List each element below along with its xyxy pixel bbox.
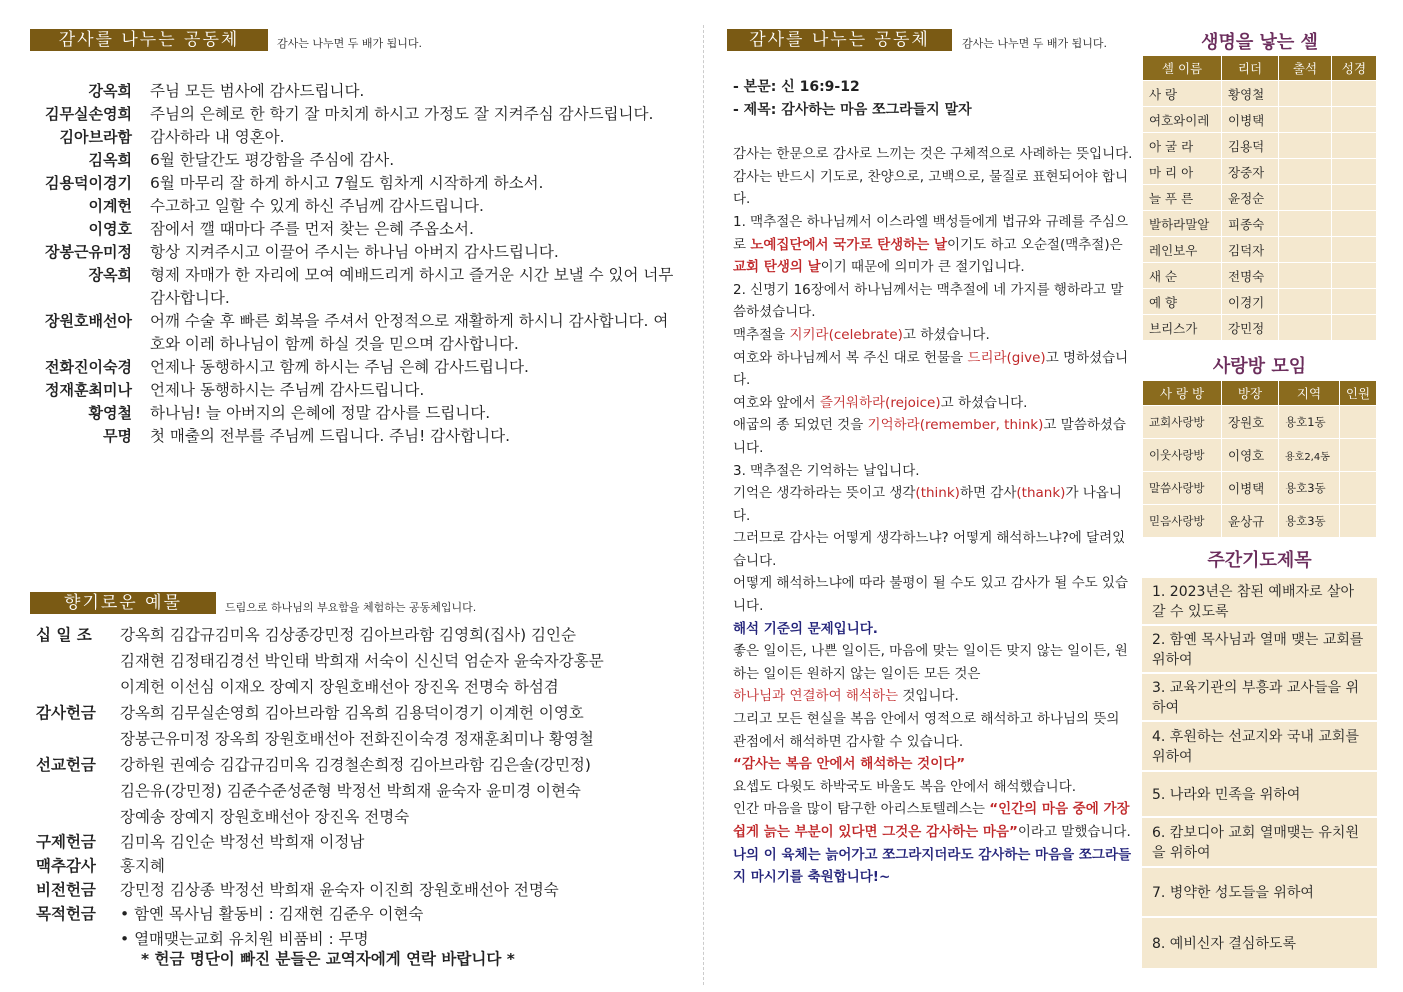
cell-attendance bbox=[1279, 289, 1332, 315]
table-row bbox=[1143, 237, 1377, 263]
offering-names: • 함옌 목사님 활동비 : 김재현 김준우 이현숙 bbox=[120, 905, 424, 923]
table-row bbox=[1143, 185, 1377, 211]
cell-leader: 전명숙 bbox=[1222, 263, 1279, 289]
thanks-name: 김옥희 bbox=[88, 151, 132, 169]
prayer-list bbox=[1142, 578, 1377, 970]
offering-category: 목적헌금 bbox=[36, 905, 96, 923]
cell-bible bbox=[1332, 211, 1377, 237]
cell-leader: 이경기 bbox=[1222, 289, 1279, 315]
sermon-paragraph: 인간 마음을 많이 탐구한 아리스토텔레스는 “인간의 마음 중에 가장 쉽게 늙는 부분이 있다면 그것은 감사하는 마음”이라고 말했습니다. bbox=[733, 801, 1131, 840]
cell-name: 여호와이레 bbox=[1143, 107, 1222, 133]
offering-names: 장예송 장예지 장원호배선아 장진옥 전명숙 bbox=[120, 808, 410, 826]
room-count bbox=[1340, 505, 1377, 538]
offering-names: 강옥희 김무실손영희 김아브라함 김옥희 김용덕이경기 이계헌 이영호 bbox=[120, 704, 584, 722]
cell-name: 브리스가 bbox=[1143, 315, 1222, 341]
room-leader: 이병택 bbox=[1222, 472, 1279, 505]
room-area: 용호3동 bbox=[1279, 505, 1340, 538]
thanks-row bbox=[30, 356, 680, 379]
cell-leader: 장중자 bbox=[1222, 159, 1279, 185]
sermon-section-subtitle: 감사는 나누면 두 배가 됩니다. bbox=[962, 37, 1107, 50]
offering-section-title: 향기로운 예물 bbox=[30, 592, 216, 614]
sermon-paragraph: 좋은 일이든, 나쁜 일이든, 마음에 맞는 일이든 맞지 않는 일이든, 원하는 일이든 원하지 않는 일이든 모든 것은 bbox=[733, 643, 1128, 682]
sermon-paragraph: 어떻게 해석하느냐에 따라 불평이 될 수도 있고 감사가 될 수도 있습니다. bbox=[733, 575, 1129, 615]
cell-name: 늘 푸 른 bbox=[1143, 185, 1222, 211]
offering-row bbox=[36, 830, 676, 854]
prayer-item: 1. 2023년은 참된 예배자로 살아갈 수 있도록 bbox=[1142, 578, 1377, 626]
table-row bbox=[1143, 472, 1377, 505]
room-count bbox=[1340, 472, 1377, 505]
cell-bible bbox=[1332, 159, 1377, 185]
cell-name: 새 순 bbox=[1143, 263, 1222, 289]
offering-row bbox=[36, 700, 676, 752]
thanks-row bbox=[30, 218, 680, 241]
thanks-message: 6월 한달간도 평강함을 주심에 감사. bbox=[150, 151, 395, 169]
thanks-list bbox=[30, 80, 680, 448]
sermon-paragraph: 그러므로 감사는 어떻게 생각하느냐? 어떻게 해석하느냐?에 달려있습니다. bbox=[733, 530, 1126, 569]
offering-category: 구제헌금 bbox=[36, 833, 96, 851]
table-row bbox=[1143, 159, 1377, 185]
cell-name: 예 향 bbox=[1143, 289, 1222, 315]
offering-names: 김은유(강민정) 김준수준성준형 박정선 박희재 윤숙자 윤미경 이현숙 bbox=[120, 782, 581, 800]
cell-name: 사 랑 bbox=[1143, 81, 1222, 107]
thanks-section-subtitle: 감사는 나누면 두 배가 됩니다. bbox=[277, 37, 422, 50]
cell-bible bbox=[1332, 315, 1377, 341]
offering-row bbox=[36, 854, 676, 878]
cell-attendance bbox=[1279, 81, 1332, 107]
thanks-row bbox=[30, 264, 680, 310]
thanks-name: 장봉근유미정 bbox=[45, 243, 132, 261]
thanks-name: 이계헌 bbox=[88, 197, 132, 215]
sermon-paragraph: 맥추절을 지키라(celebrate)고 하셨습니다. bbox=[733, 326, 990, 343]
cells-table bbox=[1142, 55, 1377, 341]
thanks-message: 수고하고 일할 수 있게 하신 주님께 감사드립니다. bbox=[150, 197, 484, 215]
offering-row bbox=[36, 622, 676, 700]
thanks-row bbox=[30, 149, 680, 172]
thanks-row bbox=[30, 425, 680, 448]
table-row bbox=[1143, 315, 1377, 341]
thanks-row bbox=[30, 80, 680, 103]
cell-bible bbox=[1332, 107, 1377, 133]
offering-names: 강옥희 김갑규김미옥 김상종강민정 김아브라함 김영희(집사) 김인순 bbox=[120, 626, 576, 644]
cell-attendance bbox=[1279, 263, 1332, 289]
table-row bbox=[1143, 133, 1377, 159]
cell-name: 레인보우 bbox=[1143, 237, 1222, 263]
prayer-item: 5. 나라와 민족을 위하여 bbox=[1142, 772, 1377, 818]
sermon-paragraph: 2. 신명기 16장에서 하나님께서는 맥추절에 네 가지를 행하라고 말씀하셨습니다. bbox=[733, 281, 1124, 321]
cell-leader: 강민정 bbox=[1222, 315, 1279, 341]
prayer-item: 4. 후원하는 선교지와 국내 교회를 위하여 bbox=[1142, 722, 1377, 772]
rooms-table bbox=[1142, 380, 1377, 538]
offering-note: * 헌금 명단이 빠진 분들은 교역자에게 연락 바랍니다 * bbox=[141, 950, 515, 968]
offering-row bbox=[36, 902, 676, 952]
table-row bbox=[1143, 505, 1377, 538]
table-row bbox=[1143, 81, 1377, 107]
offering-category: 맥추감사 bbox=[36, 857, 96, 875]
table-row bbox=[1143, 406, 1377, 439]
sermon-paragraph: 기억은 생각하라는 뜻이고 생각(think)하면 감사(thank)가 나옵니다. bbox=[733, 485, 1122, 524]
table-header: 셀 이름 bbox=[1143, 56, 1222, 81]
room-area: 용호3동 bbox=[1279, 472, 1340, 505]
thanks-row bbox=[30, 103, 680, 126]
prayer-item: 7. 병약한 성도들을 위하여 bbox=[1142, 868, 1377, 918]
thanks-message: 감사하라 내 영혼아. bbox=[150, 128, 285, 146]
thanks-row bbox=[30, 172, 680, 195]
room-leader: 장원호 bbox=[1222, 406, 1279, 439]
offering-names: 이계헌 이선심 이재오 장예지 장원호배선아 장진옥 전명숙 하섬겸 bbox=[120, 678, 559, 696]
thanks-name: 정재훈최미나 bbox=[45, 381, 132, 399]
offering-names: 김미옥 김인순 박정선 박희재 이정남 bbox=[120, 833, 365, 851]
sermon-paragraph: 감사는 한문으로 감사로 느끼는 것은 구체적으로 사례하는 뜻입니다. bbox=[733, 146, 1133, 163]
cell-attendance bbox=[1279, 185, 1332, 211]
offering-names: 홍지혜 bbox=[120, 857, 165, 875]
table-header: 출석 bbox=[1279, 56, 1332, 81]
room-name: 이웃사랑방 bbox=[1143, 439, 1222, 472]
thanks-message: 주님의 은혜로 한 학기 잘 마치게 하시고 가정도 잘 지켜주심 감사드립니다. bbox=[150, 105, 654, 123]
offering-list bbox=[36, 622, 676, 952]
cell-name: 아 굴 라 bbox=[1143, 133, 1222, 159]
cell-bible bbox=[1332, 289, 1377, 315]
table-header: 성경 bbox=[1332, 56, 1377, 81]
offering-category: 비전헌금 bbox=[36, 881, 96, 899]
thanks-row bbox=[30, 241, 680, 264]
prayer-item: 8. 예비신자 결심하도록 bbox=[1142, 918, 1377, 970]
table-header: 리더 bbox=[1222, 56, 1279, 81]
table-header: 지역 bbox=[1279, 381, 1340, 406]
sermon-paragraph: 감사는 반드시 기도로, 찬양으로, 고백으로, 물질로 표현되어야 합니다. bbox=[733, 168, 1129, 208]
prayer-title: 주간기도제목 bbox=[1207, 550, 1312, 571]
cell-attendance bbox=[1279, 159, 1332, 185]
cell-leader: 김용덕 bbox=[1222, 133, 1279, 159]
table-header: 방장 bbox=[1222, 381, 1279, 406]
sermon-paragraph: 하나님과 연결하여 해석하는 것입니다. bbox=[733, 688, 959, 705]
sermon-paragraph: 여호와 하나님께서 복 주신 대로 헌물을 드리라(give)고 명하셨습니다. bbox=[733, 349, 1129, 389]
room-leader: 윤상규 bbox=[1222, 505, 1279, 538]
thanks-name: 김아브라함 bbox=[59, 128, 132, 146]
thanks-name: 장옥희 bbox=[88, 266, 132, 284]
room-area: 용호2,4동 bbox=[1279, 439, 1340, 472]
thanks-message: 언제나 동행하시는 주님께 감사드립니다. bbox=[150, 381, 425, 399]
sermon-paragraph: 1. 맥추절은 하나님께서 이스라엘 백성들에게 법규와 규례를 주심으로 노예집단에서 국가로 탄생하는 날이기도 하고 오순절(맥추절)은 교회 탄생의 날이기 때문에 의미가 큰 절기입니다. bbox=[733, 213, 1129, 276]
thanks-message: 항상 지켜주시고 이끌어 주시는 하나님 아버지 감사드립니다. bbox=[150, 243, 559, 261]
cell-bible bbox=[1332, 263, 1377, 289]
cell-name: 마 리 아 bbox=[1143, 159, 1222, 185]
offering-names: • 열매맺는교회 유치원 비품비 : 무명 bbox=[120, 930, 369, 948]
offering-section-subtitle: 드림으로 하나님의 부요함을 체험하는 공동체입니다. bbox=[225, 601, 477, 614]
sermon-paragraph: 나의 이 육체는 늙어가고 쪼그라지더라도 감사하는 마음을 쪼그라들지 마시기를 축원합니다!~ bbox=[733, 846, 1132, 886]
cell-bible bbox=[1332, 133, 1377, 159]
room-count bbox=[1340, 439, 1377, 472]
table-header-row bbox=[1143, 381, 1377, 406]
thanks-name: 장원호배선아 bbox=[45, 312, 132, 330]
thanks-message: 6월 마무리 잘 하게 하시고 7월도 힘차게 시작하게 하소서. bbox=[150, 174, 544, 192]
sermon-paragraph: 그리고 모든 현실을 복음 안에서 영적으로 해석하고 하나님의 뜻의 관점에서 해석하면 감사할 수 있습니다. bbox=[733, 711, 1120, 750]
thanks-message: 하나님! 늘 아버지의 은혜에 정말 감사를 드립니다. bbox=[150, 404, 491, 422]
page-divider bbox=[703, 25, 704, 985]
cell-bible bbox=[1332, 237, 1377, 263]
thanks-section-title: 감사를 나누는 공동체 bbox=[30, 29, 268, 51]
offering-row bbox=[36, 878, 676, 902]
table-row bbox=[1143, 439, 1377, 472]
cell-leader: 피종숙 bbox=[1222, 211, 1279, 237]
sermon-reference: - 본문: 신 16:9-12 bbox=[733, 79, 860, 95]
prayer-item: 2. 함옌 목사님과 열매 맺는 교회를 위하여 bbox=[1142, 626, 1377, 674]
thanks-name: 황영철 bbox=[88, 404, 132, 422]
thanks-row bbox=[30, 402, 680, 425]
room-leader: 이영호 bbox=[1222, 439, 1279, 472]
cell-name: 발하라말알 bbox=[1143, 211, 1222, 237]
sermon-paragraph: 요셉도 다윗도 하박국도 바울도 복음 안에서 해석했습니다. bbox=[733, 778, 1077, 795]
cell-attendance bbox=[1279, 133, 1332, 159]
cell-attendance bbox=[1279, 315, 1332, 341]
offering-category: 선교헌금 bbox=[36, 756, 96, 774]
thanks-message: 언제나 동행하시고 함께 하시는 주님 은혜 감사드립니다. bbox=[150, 358, 529, 376]
sermon-topic: - 제목: 감사하는 마음 쪼그라들지 말자 bbox=[733, 101, 972, 118]
sermon-paragraph: “감사는 복음 안에서 해석하는 것이다” bbox=[733, 756, 966, 773]
sermon-paragraph: 3. 맥추절은 기억하는 날입니다. bbox=[733, 462, 920, 479]
cell-leader: 황영철 bbox=[1222, 81, 1279, 107]
thanks-message: 첫 매출의 전부를 주님께 드립니다. 주님! 감사합니다. bbox=[150, 427, 511, 445]
prayer-item: 3. 교육기관의 부흥과 교사들을 위하여 bbox=[1142, 674, 1377, 722]
offering-names: 김재현 김정태김경선 박인태 박희재 서숙이 신신덕 엄순자 윤숙자강홍문 bbox=[120, 652, 604, 670]
thanks-message: 어깨 수술 후 빠른 회복을 주셔서 안정적으로 재활하게 하시니 감사합니다. 여호와 이레 하나님이 함께 하실 것을 믿으며 감사합니다. bbox=[150, 312, 669, 353]
thanks-name: 무명 bbox=[103, 427, 132, 445]
cell-attendance bbox=[1279, 237, 1332, 263]
thanks-message: 형제 자매가 한 자리에 모여 예배드리게 하시고 즐거운 시간 보낼 수 있어 너무 감사합니다. bbox=[150, 266, 674, 307]
room-count bbox=[1340, 406, 1377, 439]
room-area: 용호1동 bbox=[1279, 406, 1340, 439]
thanks-row bbox=[30, 310, 680, 356]
thanks-row bbox=[30, 126, 680, 149]
thanks-name: 전화진이숙경 bbox=[45, 358, 132, 376]
room-name: 말씀사랑방 bbox=[1143, 472, 1222, 505]
cell-attendance bbox=[1279, 107, 1332, 133]
thanks-name: 김무실손영희 bbox=[45, 105, 132, 123]
cell-leader: 윤정순 bbox=[1222, 185, 1279, 211]
sermon-paragraph: 애굽의 종 되었던 것을 기억하라(remember, think)고 말씀하셨습니다. bbox=[733, 417, 1126, 456]
thanks-message: 잠에서 깰 때마다 주를 먼저 찾는 은혜 주옵소서. bbox=[150, 220, 474, 238]
room-name: 믿음사랑방 bbox=[1143, 505, 1222, 538]
rooms-title: 사랑방 모임 bbox=[1212, 356, 1307, 377]
thanks-row bbox=[30, 379, 680, 402]
table-header: 사 랑 방 bbox=[1143, 381, 1222, 406]
table-row bbox=[1143, 263, 1377, 289]
thanks-row bbox=[30, 195, 680, 218]
offering-row bbox=[36, 752, 676, 830]
cell-leader: 이병택 bbox=[1222, 107, 1279, 133]
table-header: 인원 bbox=[1340, 381, 1377, 406]
prayer-item: 6. 캄보디아 교회 열매맺는 유치원을 위하여 bbox=[1142, 818, 1377, 868]
table-row bbox=[1143, 211, 1377, 237]
cells-title: 생명을 낳는 셀 bbox=[1201, 32, 1318, 53]
offering-names: 장봉근유미정 장옥희 장원호배선아 전화진이숙경 정재훈최미나 황영철 bbox=[120, 730, 594, 748]
room-name: 교회사랑방 bbox=[1143, 406, 1222, 439]
thanks-name: 이영호 bbox=[88, 220, 132, 238]
cell-bible bbox=[1332, 185, 1377, 211]
offering-names: 강하원 권예승 김갑규김미옥 김경철손희정 김아브라함 김은솔(강민정) bbox=[120, 756, 591, 774]
thanks-message: 주님 모든 범사에 감사드립니다. bbox=[150, 82, 365, 100]
cell-bible bbox=[1332, 81, 1377, 107]
thanks-name: 강옥희 bbox=[88, 82, 132, 100]
sermon-paragraph: 해석 기준의 문제입니다. bbox=[733, 620, 878, 637]
table-row bbox=[1143, 289, 1377, 315]
cell-leader: 김덕자 bbox=[1222, 237, 1279, 263]
cell-attendance bbox=[1279, 211, 1332, 237]
table-header-row bbox=[1143, 56, 1377, 81]
offering-names: 강민정 김상종 박정선 박희재 윤숙자 이진희 장원호배선아 전명숙 bbox=[120, 881, 559, 899]
sermon-body bbox=[733, 76, 1133, 889]
sermon-section-title: 감사를 나누는 공동체 bbox=[727, 29, 952, 51]
sermon-paragraph: 여호와 앞에서 즐거워하라(rejoice)고 하셨습니다. bbox=[733, 394, 1028, 411]
table-row bbox=[1143, 107, 1377, 133]
offering-category: 십 일 조 bbox=[36, 626, 92, 644]
offering-category: 감사헌금 bbox=[36, 704, 96, 722]
thanks-name: 김용덕이경기 bbox=[45, 174, 132, 192]
